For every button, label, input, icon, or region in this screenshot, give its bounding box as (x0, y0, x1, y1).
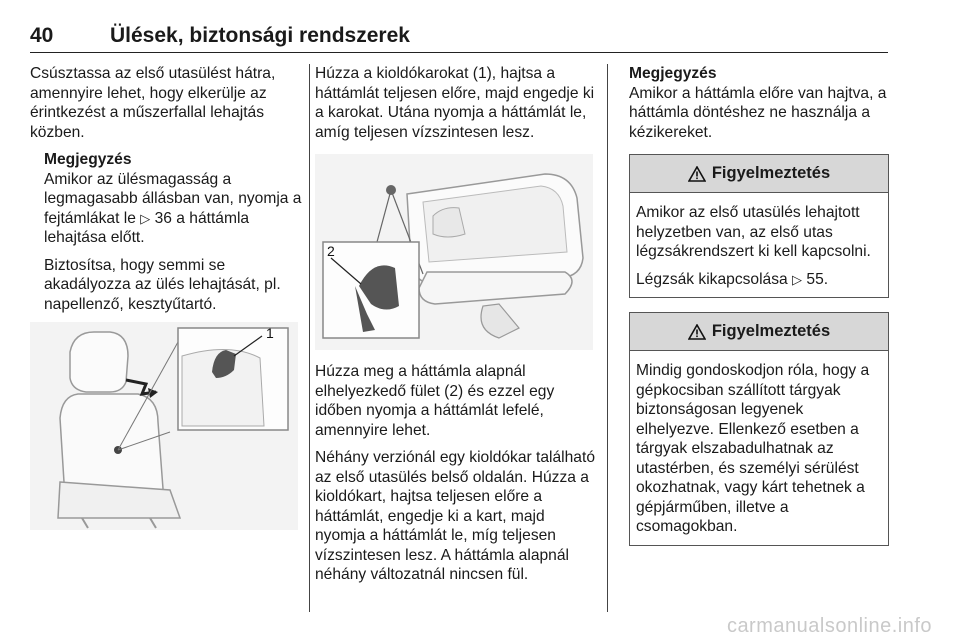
note-text: Biztosítsa, hogy semmi se akadályozza az ülés lehajtását, pl. napellenző, kesztyűtartó. (44, 256, 281, 313)
warning-title: Figyelmeztetés (711, 321, 831, 340)
note-block (44, 150, 302, 314)
note-text: Amikor a háttámla előre van hajtva, a háttámla döntéshez ne használja a kézikereket. (629, 84, 887, 141)
column-divider-left (309, 64, 310, 612)
column-divider-right (607, 64, 608, 612)
warning-text: Mindig gondoskodjon róla, hogy a gépkocsiban szállított tárgyak biztonságosan legyenek elhelyezve. Ellenkező esetben a tárgyak elszabadulhatnak az utastérben, és személyi sérülést okozhatnak, vagy kárt tehetnek a gépjárműben, illetve a csomagokban. (636, 362, 870, 535)
warning-header (630, 155, 888, 193)
warning-title: Figyelmeztetés (711, 163, 831, 182)
seat-release-lever-figure (30, 322, 298, 530)
warning-body (630, 193, 888, 297)
warning-text: Amikor az első utasülés lehajtott helyzetben van, az első utas légzsákrendszert ki kell kapcsolni. (636, 204, 871, 260)
page-reference-link[interactable]: 36 (154, 209, 172, 227)
note-text: Amikor az ülésmagasság a legmagasabb állásban van, nyomja a fejtámlákat le ▷ 36 a háttámla lehajtása előtt. (44, 170, 302, 246)
paragraph: Húzza a kioldókarokat (1), hajtsa a háttámlát teljesen előre, majd engedje ki a karokat. Utána nyomja a háttámlát le, amíg teljesen vízszintesen lesz. (315, 65, 595, 141)
warning-triangle-icon (688, 324, 706, 340)
paragraph: Néhány verziónál egy kioldókar található az első utasülés belső oldalán. Húzza a kioldókart, hajtsa teljesen előre a háttámlát, engedje ki a kart, majd nyomja a háttámlát le, míg teljesen vízszintesen lesz. A háttámla alapnál néhány változatnál nincsen fül. (315, 449, 595, 583)
warning-box-airbag (629, 154, 889, 298)
warning-triangle-icon (688, 166, 706, 182)
seat-folding-tab-figure (315, 154, 593, 350)
figure-callout-2: 2 (327, 243, 335, 259)
warning-text: Légzsák kikapcsolása ▷ 55. (636, 270, 829, 288)
note-title: Megjegyzés (629, 65, 717, 82)
column-right (629, 64, 889, 546)
paragraph: Húzza meg a háttámla alapnál elhelyezkedő fület (2) és ezzel egy időben nyomja a háttámlát lefelé, amennyire lehet. (315, 363, 555, 439)
page-reference-icon: ▷ (140, 210, 151, 226)
warning-box-cargo (629, 312, 889, 546)
column-middle (315, 64, 597, 593)
page-reference-link[interactable]: 55. (806, 270, 829, 288)
column-left (30, 64, 302, 530)
warning-body (630, 351, 888, 545)
watermark: carmanualsonline.info (726, 615, 932, 637)
note-title: Megjegyzés (44, 151, 132, 168)
page-number: 40 (30, 24, 54, 47)
figure-callout-1: 1 (266, 325, 274, 341)
chapter-title: Ülések, biztonsági rendszerek (110, 24, 410, 47)
paragraph: Csúsztassa az első utasülést hátra, amennyire lehet, hogy elkerülje az érintkezést a műszerfallal lehajtás közben. (30, 65, 276, 141)
warning-header (630, 313, 888, 351)
page-header (30, 24, 888, 53)
page-reference-icon: ▷ (792, 271, 803, 287)
